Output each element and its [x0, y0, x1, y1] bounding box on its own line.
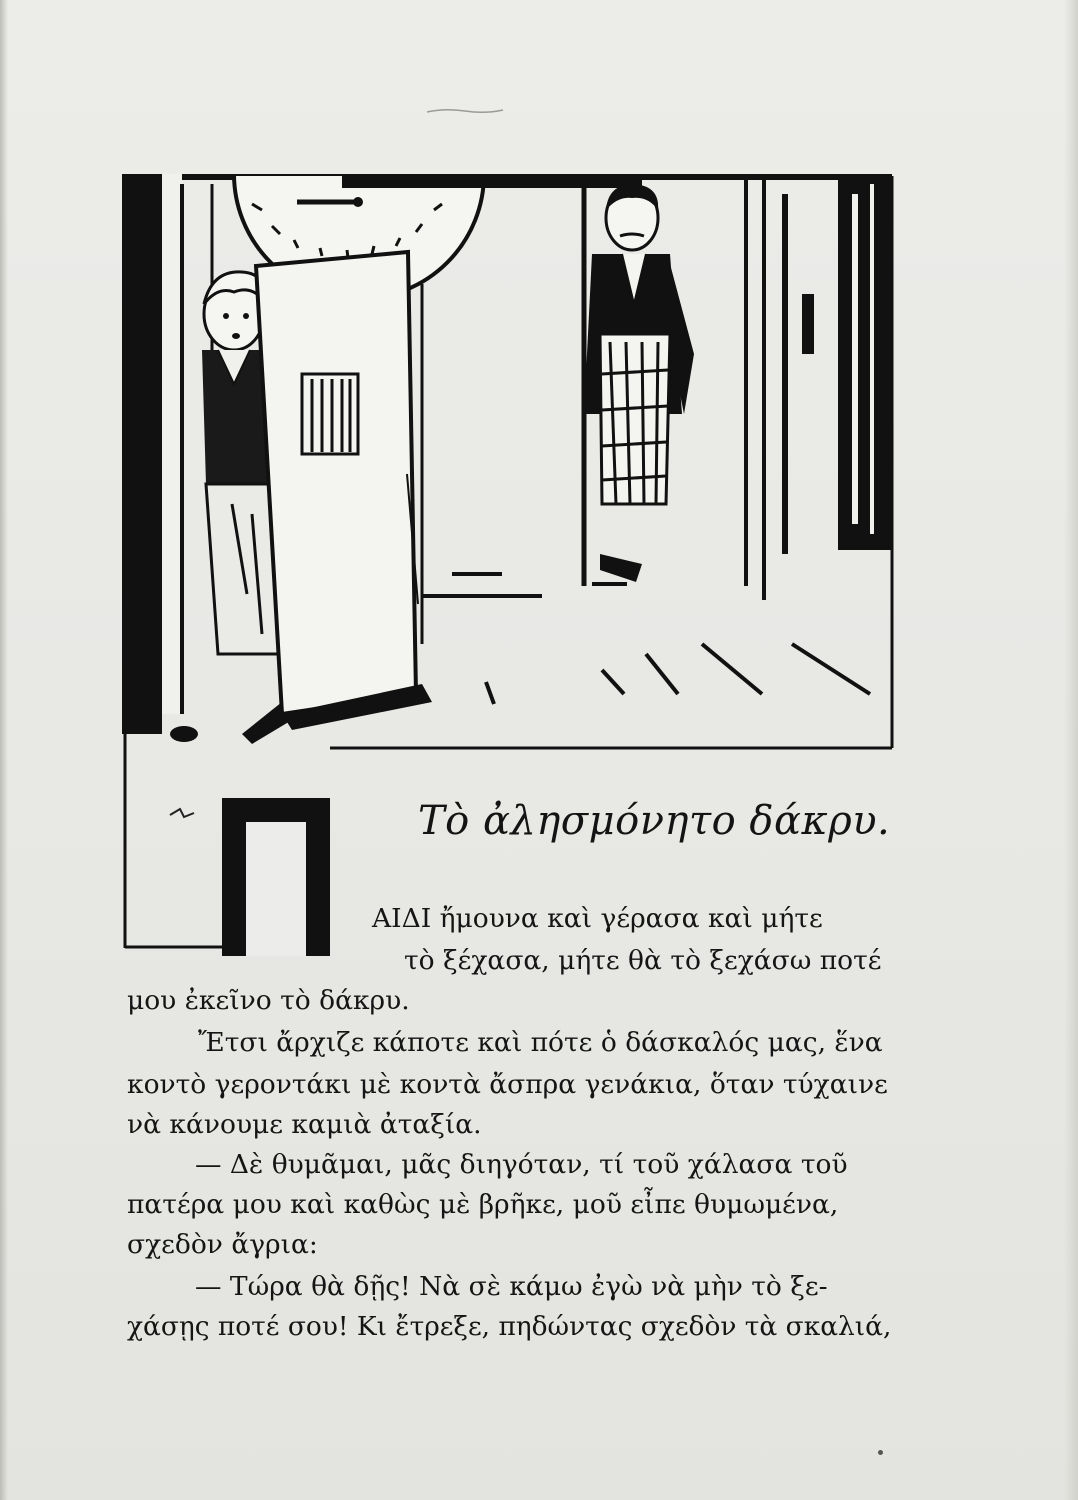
page-header-mark: [425, 100, 505, 120]
text-line: κοντὸ γεροντάκι μὲ κοντὰ ἄσπρα γενάκια, ὅταν τύχαινε: [127, 1069, 888, 1100]
text-line: — Τώρα θὰ δῇς! Νὰ σὲ κάμω ἐγὼ νὰ μὴν τὸ ξε-: [195, 1271, 828, 1302]
text-line: μου ἐκεῖνο τὸ δάκρυ.: [127, 985, 410, 1016]
text-line: — Δὲ θυμᾶμαι, μᾶς διηγόταν, τί τοῦ χάλασα τοῦ: [195, 1149, 848, 1180]
illustration-father-and-boy: [122, 174, 892, 754]
text-line: Ἔτσι ἄρχιζε κάποτε καὶ πότε ὁ δάσκαλός μας, ἕνα: [198, 1027, 883, 1058]
text-line: τὸ ξέχασα, μήτε θὰ τὸ ξεχάσω ποτέ: [404, 945, 882, 976]
page-left-shadow: [0, 0, 8, 1500]
text-line: νὰ κάνουμε καμιὰ ἀταξία.: [127, 1109, 482, 1140]
text-line: πατέρα μου καὶ καθὼς μὲ βρῆκε, μοῦ εἶπε θυμωμένα,: [127, 1189, 839, 1220]
chapter-title: Τὸ ἀλησμόνητο δάκρυ.: [418, 798, 891, 844]
speck: [878, 1450, 883, 1455]
text-line: ΑΙΔΙ ἤμουνα καὶ γέρασα καὶ μήτε: [372, 903, 823, 934]
text-line: χάσῃς ποτέ σου! Κι ἔτρεξε, πηδώντας σχεδὸν τὰ σκαλιά,: [127, 1311, 892, 1342]
drop-cap-initial: [222, 798, 330, 956]
text-line: σχεδὸν ἄγρια:: [127, 1229, 318, 1260]
page-right-edge: [1064, 0, 1078, 1500]
